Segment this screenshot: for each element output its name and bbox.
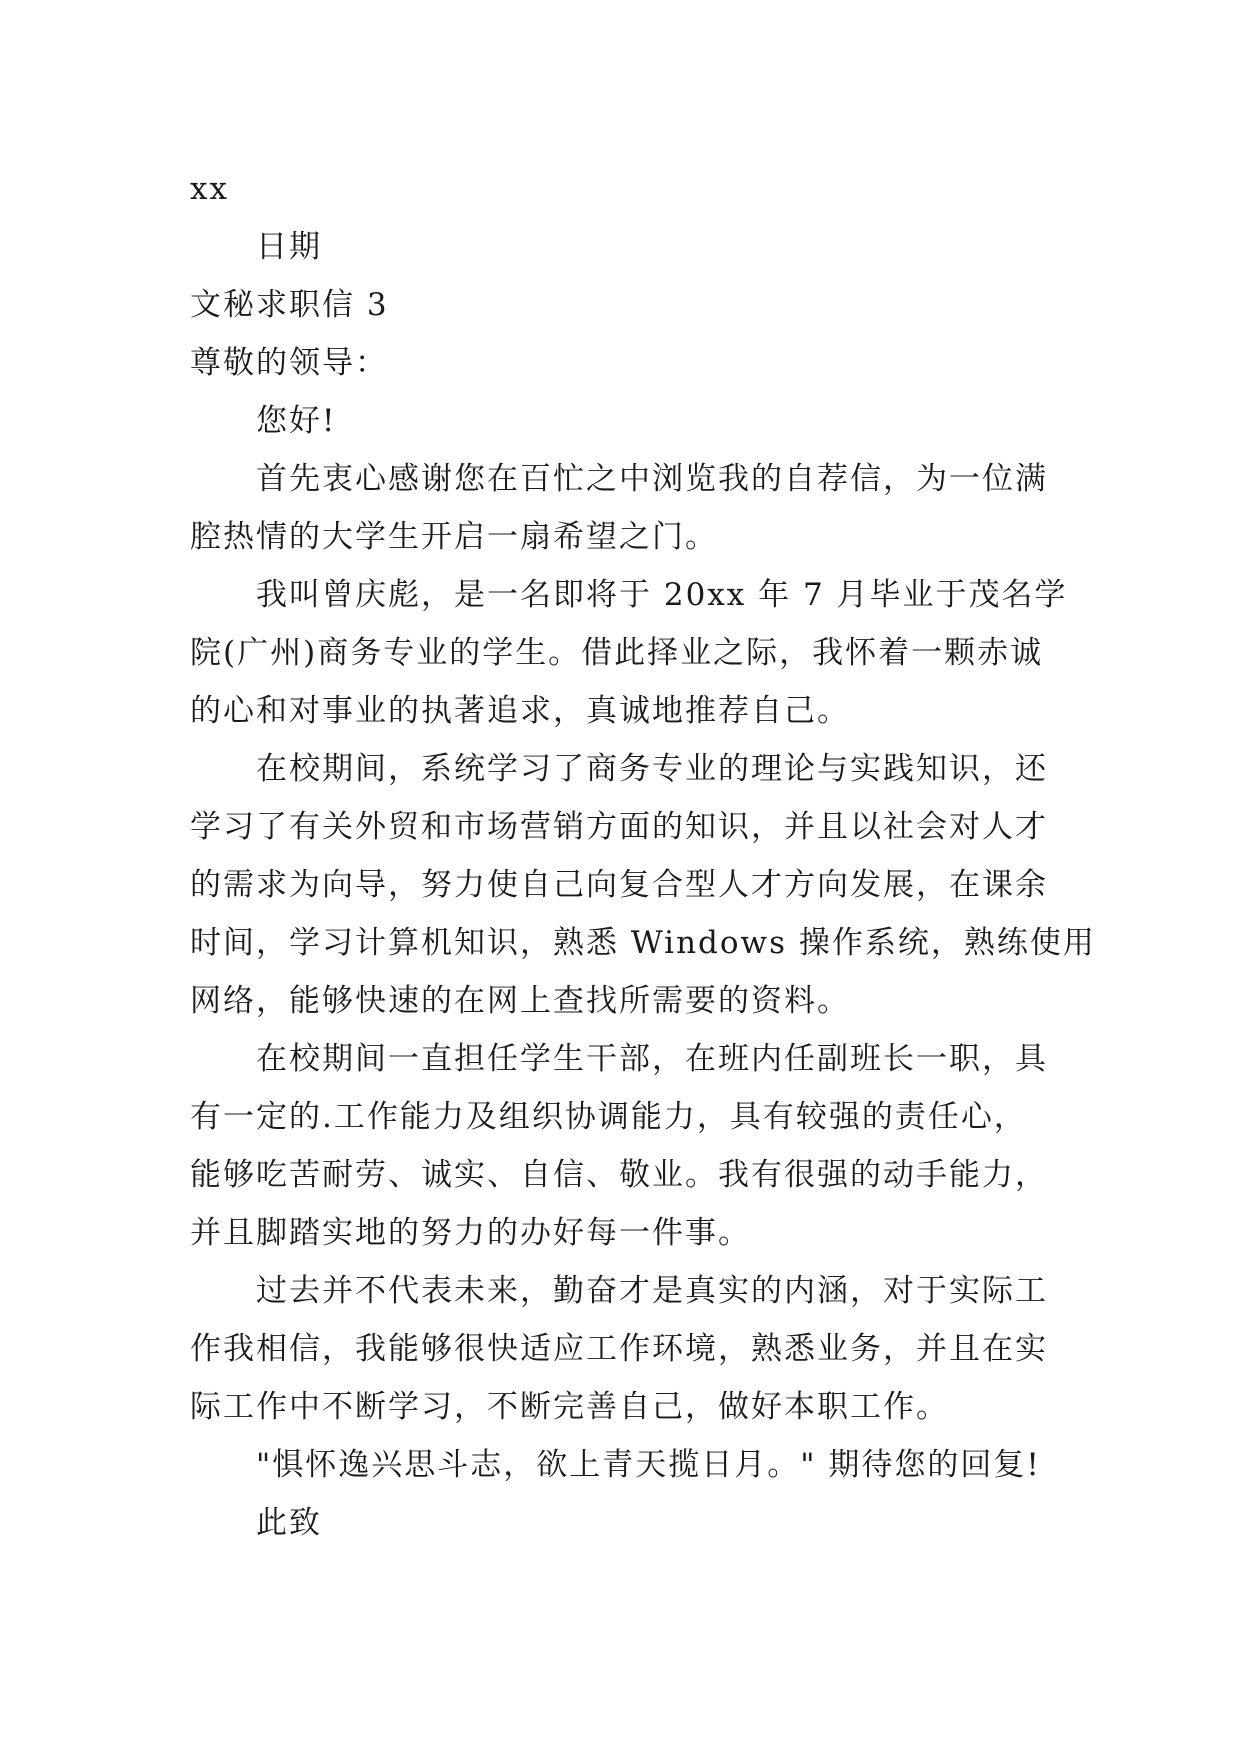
paragraph-line: 的需求为向导，努力使自己向复合型人才方向发展，在课余 [190, 867, 1048, 903]
paragraph-line: 网络，能够快速的在网上查找所需要的资料。 [190, 983, 850, 1019]
paragraph [190, 1030, 1070, 1262]
paragraph [190, 566, 1070, 740]
greeting: 您好! [256, 403, 337, 439]
paragraph-line: 能够吃苦耐劳、诚实、自信、敬业。我有很强的动手能力， [190, 1157, 1048, 1193]
paragraph-line: 有一定的.工作能力及组织协调能力，具有较强的责任心， [190, 1099, 1027, 1135]
paragraph-line: 学习了有关外贸和市场营销方面的知识，并且以社会对人才 [190, 809, 1048, 845]
paragraph-line: 腔热情的大学生开启一扇希望之门。 [190, 519, 718, 555]
paragraph-line: 在校期间一直担任学生干部，在班内任副班长一职，具 [256, 1041, 1048, 1077]
paragraph-line: 过去并不代表未来，勤奋才是真实的内涵，对于实际工 [256, 1273, 1048, 1309]
letter-title: 文秘求职信 3 [190, 287, 389, 323]
paragraph-line: 在校期间，系统学习了商务专业的理论与实践知识，还 [256, 751, 1048, 787]
paragraph [190, 450, 1070, 566]
letter-body [190, 160, 1096, 1552]
paragraph [190, 1262, 1070, 1436]
date-label: 日期 [256, 229, 322, 265]
salutation: 尊敬的领导： [190, 345, 388, 381]
closing: 此致 [256, 1505, 322, 1541]
paragraph-line: 院(广州)商务专业的学生。借此择业之际，我怀着一颗赤诚 [190, 635, 1044, 671]
signature-name: xx [190, 171, 229, 207]
paragraph-line: 作我相信，我能够很快适应工作环境，熟悉业务，并且在实 [190, 1331, 1048, 1367]
paragraph-line: 时间，学习计算机知识，熟悉 Windows 操作系统，熟练使用 [190, 925, 1096, 961]
quote-line: "惧怀逸兴思斗志，欲上青天揽日月。" 期待您的回复! [256, 1447, 1041, 1483]
paragraph-line: 首先衷心感谢您在百忙之中浏览我的自荐信，为一位满 [256, 461, 1048, 497]
paragraph [190, 740, 1096, 1030]
paragraph-line: 际工作中不断学习，不断完善自己，做好本职工作。 [190, 1389, 949, 1425]
paragraph-line: 的心和对事业的执著追求，真诚地推荐自己。 [190, 693, 850, 729]
paragraph-line: 并且脚踏实地的努力的办好每一件事。 [190, 1215, 751, 1251]
paragraph-line: 我叫曾庆彪，是一名即将于 20xx 年 7 月毕业于茂名学 [256, 577, 1068, 613]
